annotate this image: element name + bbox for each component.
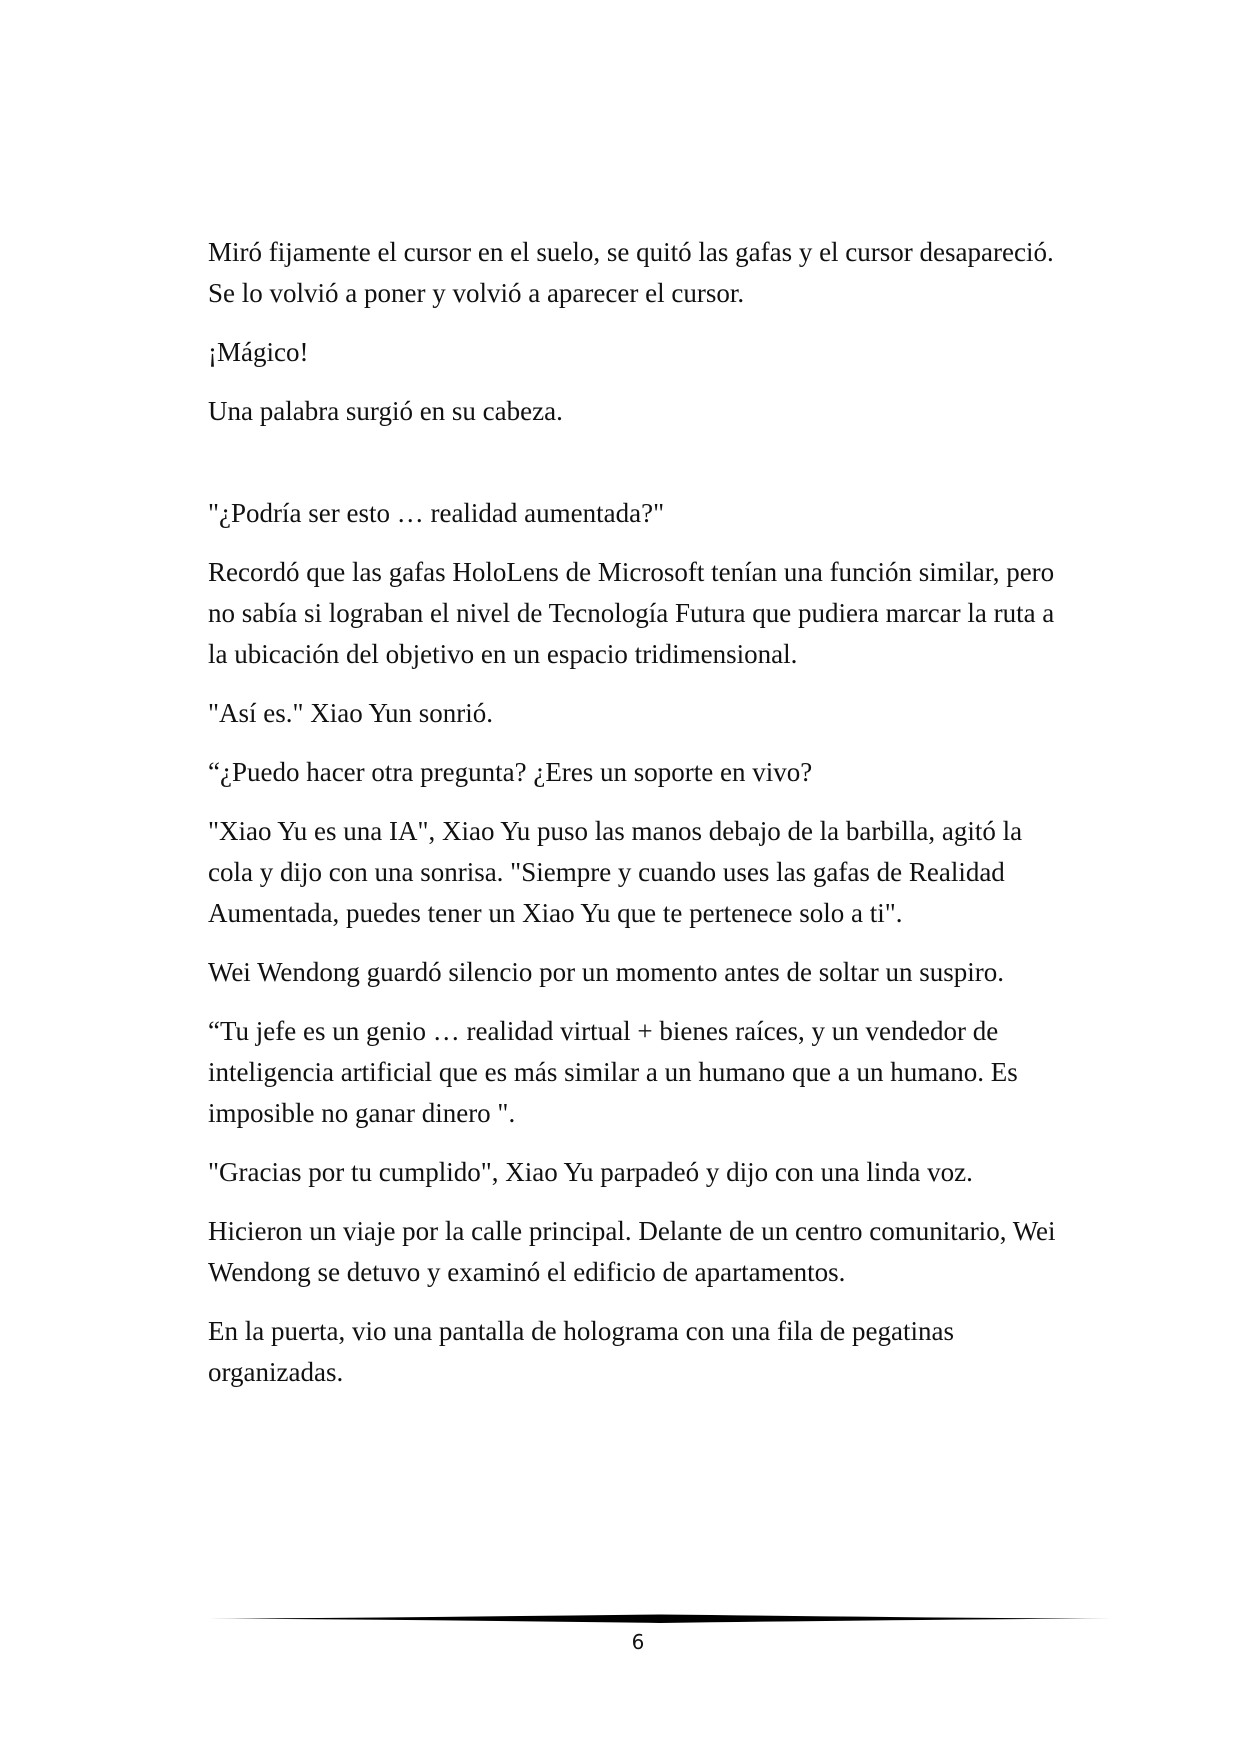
paragraph: "Xiao Yu es una IA", Xiao Yu puso las manos debajo de la barbilla, agitó la cola y dijo con una sonrisa. "Siempre y cuando uses las gafas de Realidad Aumentada, puedes tener un Xiao Yu que te pertenece solo a ti". <box>208 816 1023 928</box>
paragraph: "¿Podría ser esto … realidad aumentada?" <box>208 498 665 528</box>
paragraph: Miró fijamente el cursor en el suelo, se quitó las gafas y el cursor desapareció. Se lo volvió a poner y volvió a aparecer el cursor. <box>208 237 1054 308</box>
footer-rule-shape <box>208 1615 1111 1624</box>
paragraph: ¡Mágico! <box>208 337 309 367</box>
paragraph: Hicieron un viaje por la calle principal. Delante de un centro comunitario, Wei Wendong se detuvo y examinó el edificio de apartamentos. <box>208 1216 1056 1287</box>
scene-break <box>208 450 1068 493</box>
page-number: 6 <box>631 1630 645 1654</box>
paragraph: “¿Puedo hacer otra pregunta? ¿Eres un soporte en vivo? <box>208 757 813 787</box>
paragraph: "Así es." Xiao Yun sonrió. <box>208 698 494 728</box>
paragraph: Wei Wendong guardó silencio por un momento antes de soltar un suspiro. <box>208 957 1005 987</box>
paragraph: “Tu jefe es un genio … realidad virtual + bienes raíces, y un vendedor de inteligencia artificial que es más similar a un humano que a un humano. Es imposible no ganar dinero ". <box>208 1016 1018 1128</box>
paragraph: En la puerta, vio una pantalla de holograma con una fila de pegatinas organizadas. <box>208 1316 954 1387</box>
paragraph: Recordó que las gafas HoloLens de Microsoft tenían una función similar, pero no sabía si lograban el nivel de Tecnología Futura que pudiera marcar la ruta a la ubicación del objetivo en un espacio tridimensional. <box>208 557 1055 669</box>
paragraph: Una palabra surgió en su cabeza. <box>208 396 563 426</box>
body-text <box>208 232 1068 1411</box>
footer-rule <box>208 1612 1111 1626</box>
paragraph: "Gracias por tu cumplido", Xiao Yu parpadeó y dijo con una linda voz. <box>208 1157 973 1187</box>
